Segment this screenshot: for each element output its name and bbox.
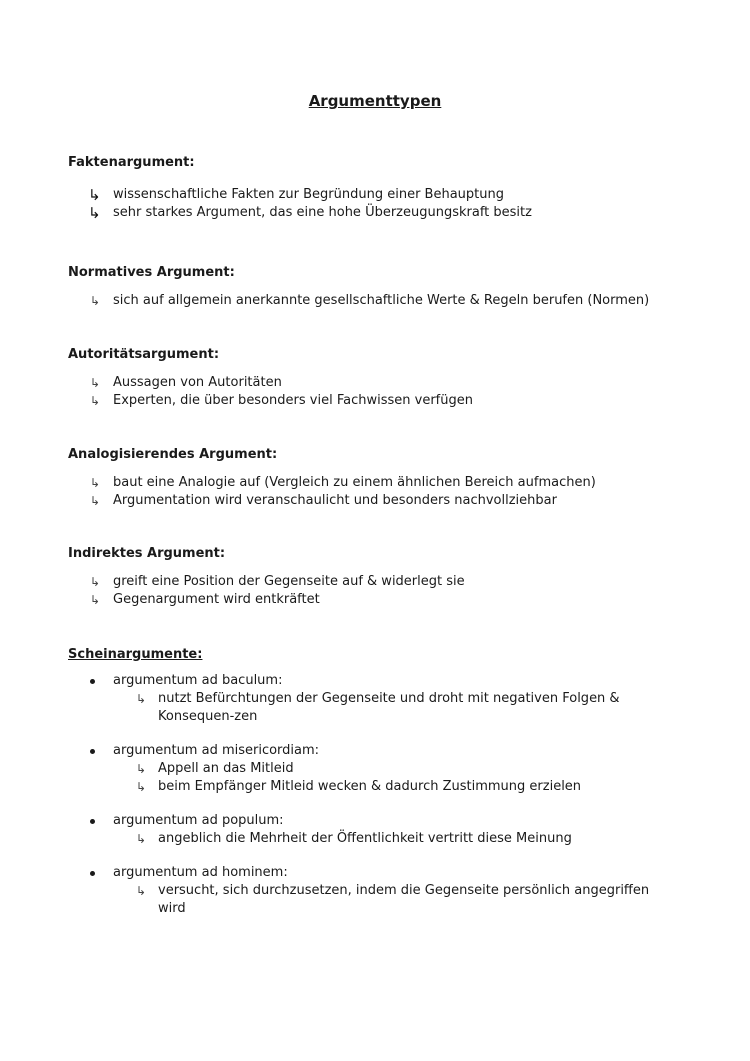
arrow-bullet-icon: ↳ [88,204,101,222]
schein-group-hominem [68,864,708,918]
arrow-bullet-icon: ↳ [90,575,101,589]
arrow-bullet-icon: ↳ [90,376,101,390]
bullet-icon [90,871,95,876]
section-heading: Indirektes Argument: [68,546,226,561]
item-text: beim Empfänger Mitleid wecken & dadurch Zustimmung erzielen [158,779,582,794]
section-heading: Faktenargument: [68,155,195,170]
section-heading: Scheinargumente: [68,647,203,662]
arrow-bullet-icon: ↳ [90,593,101,607]
section-indirektes-argument [68,545,708,609]
group-label: argumentum ad baculum: [113,673,283,688]
arrow-bullet-icon: ↳ [136,692,147,706]
item-text: nutzt Befürchtungen der Gegenseite und droht mit negativen Folgen & Konsequen-zen [158,691,620,724]
item-text: baut eine Analogie auf (Vergleich zu einem ähnlichen Bereich aufmachen) [113,475,596,490]
list-item [68,830,678,848]
list-item [68,591,708,609]
arrow-bullet-icon: ↳ [88,186,101,204]
item-text: Aussagen von Autoritäten [113,375,282,390]
group-label: argumentum ad populum: [113,813,284,828]
arrow-bullet-icon: ↳ [136,884,147,898]
list-item [68,474,708,492]
item-text: sich auf allgemein anerkannte gesellschaftliche Werte & Regeln berufen (Normen) [113,293,650,308]
section-autoritaetsargument [68,346,708,410]
list-item [68,573,708,591]
section-normatives-argument [68,264,708,310]
list-item [68,292,708,310]
arrow-bullet-icon: ↳ [90,294,101,308]
arrow-bullet-icon: ↳ [136,832,147,846]
bullet-icon [90,819,95,824]
item-text: versucht, sich durchzusetzen, indem die Gegenseite persönlich angegriffen wird [158,883,650,916]
arrow-bullet-icon: ↳ [90,394,101,408]
arrow-bullet-icon: ↳ [136,780,147,794]
list-item [68,186,708,204]
list-item [68,492,708,510]
list-item [68,374,708,392]
arrow-bullet-icon: ↳ [90,476,101,490]
list-item [68,778,678,796]
item-text: greift eine Position der Gegenseite auf & widerlegt sie [113,574,465,589]
item-text: Argumentation wird veranschaulicht und besonders nachvollziehbar [113,493,557,508]
section-faktenargument [68,154,708,222]
arrow-bullet-icon: ↳ [136,762,147,776]
bullet-icon [90,679,95,684]
arrow-bullet-icon: ↳ [90,494,101,508]
item-text: Gegenargument wird entkräftet [113,592,320,607]
item-text: angeblich die Mehrheit der Öffentlichkeit vertritt diese Meinung [158,831,572,846]
schein-group-misericordiam [68,742,708,796]
item-text: Appell an das Mitleid [158,761,294,776]
section-scheinargumente [68,646,708,918]
list-item [68,690,678,726]
section-heading: Analogisierendes Argument: [68,447,278,462]
list-item [68,204,708,222]
list-item [68,392,708,410]
group-label: argumentum ad hominem: [113,865,288,880]
item-text: wissenschaftliche Fakten zur Begründung einer Behauptung [113,187,504,202]
item-text: sehr starkes Argument, das eine hohe Überzeugungskraft besitz [113,205,532,220]
schein-group-baculum [68,672,708,726]
bullet-icon [90,749,95,754]
schein-group-populum [68,812,708,848]
page-title: Argumenttypen [308,92,442,110]
section-heading: Normatives Argument: [68,265,235,280]
group-label: argumentum ad misericordiam: [113,743,320,758]
section-analogisierendes-argument [68,446,708,510]
section-heading: Autoritätsargument: [68,347,220,362]
list-item [68,760,678,778]
list-item [68,882,678,918]
item-text: Experten, die über besonders viel Fachwissen verfügen [113,393,473,408]
